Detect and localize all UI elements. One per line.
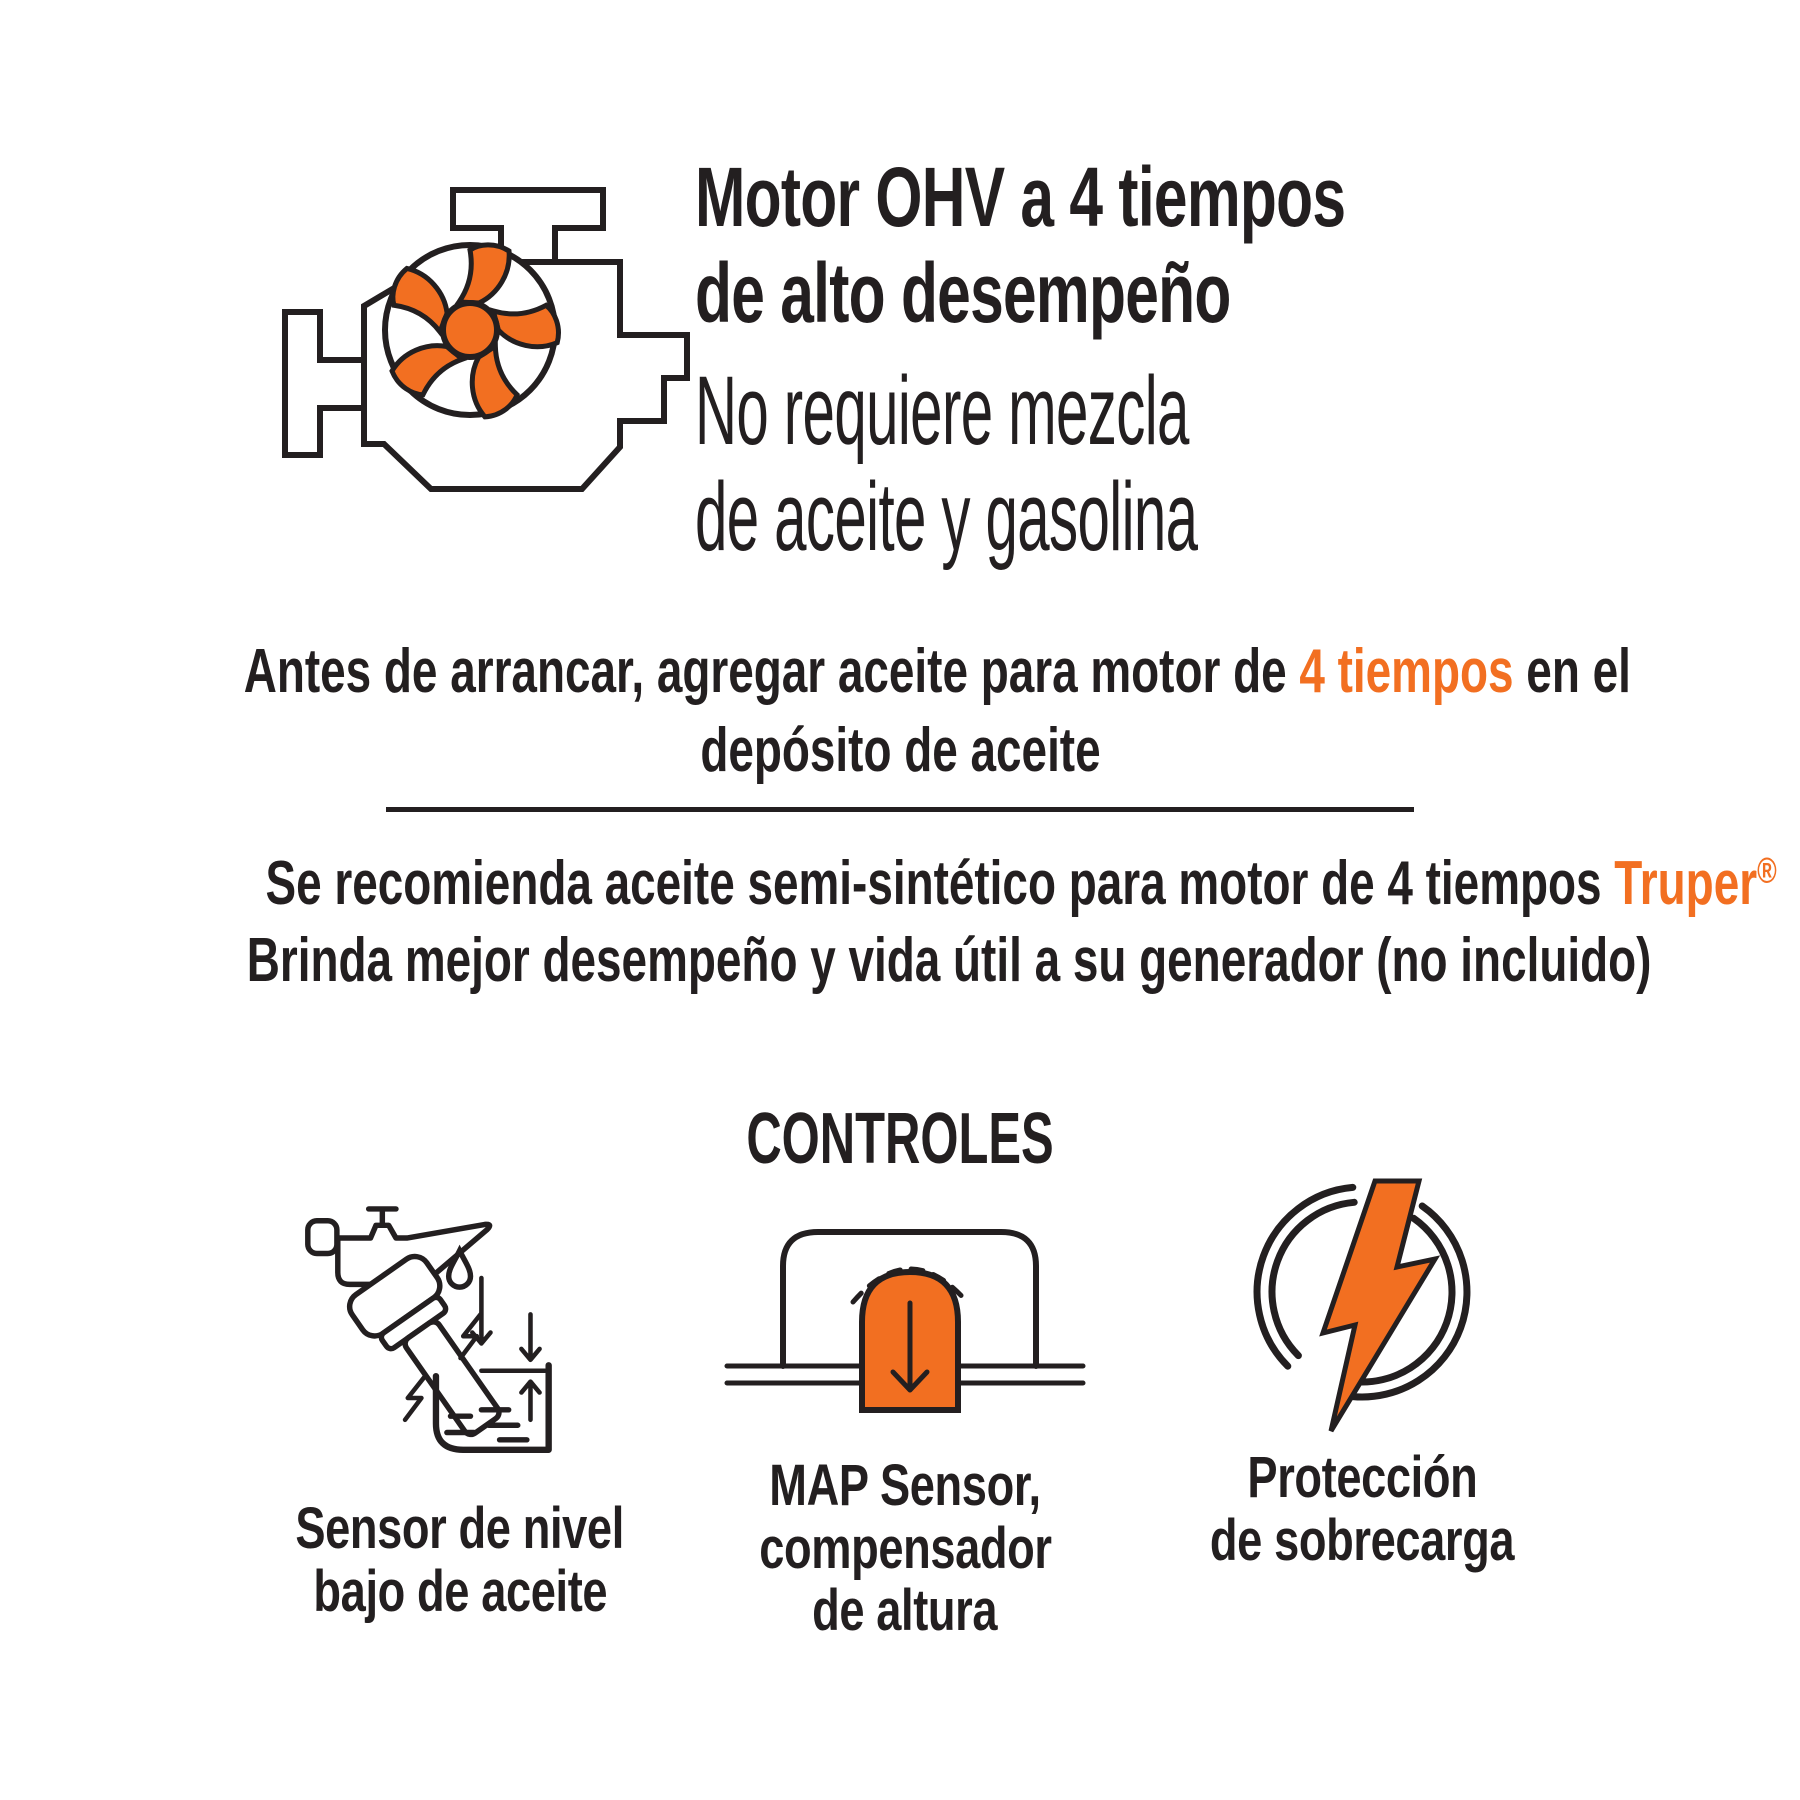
oil-note-line-1-post: en el — [1513, 637, 1631, 706]
engine-fan-hub — [443, 303, 497, 357]
recommendation-line-1-pre: Se recomienda aceite semi-sintético para motor de 4 tiempos — [265, 849, 1615, 918]
oil-note-line-1-pre: Antes de arrancar, agregar aceite para motor de — [243, 637, 1300, 706]
engine-icon — [278, 150, 708, 515]
title-line-2: de alto desempeño — [695, 245, 1231, 340]
oil-note-highlight: 4 tiempos — [1299, 637, 1514, 706]
caption-line: Protección — [1247, 1445, 1477, 1510]
brand-name — [1614, 849, 1776, 918]
subtitle-line-2: de aceite y gasolina — [695, 462, 1198, 572]
engine-exhaust-bracket — [285, 312, 366, 455]
caption-line: de sobrecarga — [1209, 1507, 1515, 1573]
caption-line: de altura — [812, 1578, 998, 1644]
spark-zigzag-2 — [405, 1376, 425, 1420]
title-line-1: Motor OHV a 4 tiempos — [695, 150, 1346, 244]
hero-text-block — [695, 150, 1795, 571]
caption-line: Sensor de nivel — [295, 1496, 625, 1561]
oil-note-line-2: depósito de aceite — [699, 716, 1101, 786]
page-subtitle — [695, 355, 1795, 572]
oil-note-line-1 — [244, 632, 1631, 711]
oil-can-spout-cap — [368, 1209, 395, 1225]
caption-line: MAP Sensor, — [769, 1453, 1041, 1518]
oil-can-handle — [307, 1221, 336, 1254]
recommendation-line-1 — [265, 846, 1776, 923]
section-divider — [386, 807, 1414, 812]
control-item-overload-protection — [1082, 1177, 1642, 1572]
controls-heading-text: CONTROLES — [746, 1099, 1054, 1179]
level-arrow-up — [521, 1382, 539, 1420]
level-arrow-down — [521, 1314, 539, 1359]
overload-protection-icon — [1247, 1177, 1477, 1437]
pour-arrow — [472, 1278, 490, 1343]
controls-heading — [0, 1098, 1800, 1180]
caption-line: compensador — [758, 1515, 1052, 1581]
oil-note — [0, 632, 1800, 791]
spark-zigzag-1 — [460, 1314, 480, 1358]
caption-overload-protection — [1082, 1447, 1642, 1572]
caption-line: bajo de aceite — [313, 1558, 607, 1624]
subtitle-line-1: No requiere mezcla — [695, 355, 1189, 465]
brand-text: Truper — [1614, 849, 1758, 918]
map-sensor-icon — [720, 1206, 1090, 1421]
page-title — [695, 150, 1795, 342]
registered-mark: ® — [1757, 849, 1777, 891]
oil-level-sensor-icon — [256, 1198, 665, 1498]
recommendation-note — [0, 846, 1800, 1000]
recommendation-line-2: Brinda mejor desempeño y vida útil a su generador (no incluido) — [246, 925, 1652, 995]
engine-4-stroke-icon — [278, 150, 708, 510]
